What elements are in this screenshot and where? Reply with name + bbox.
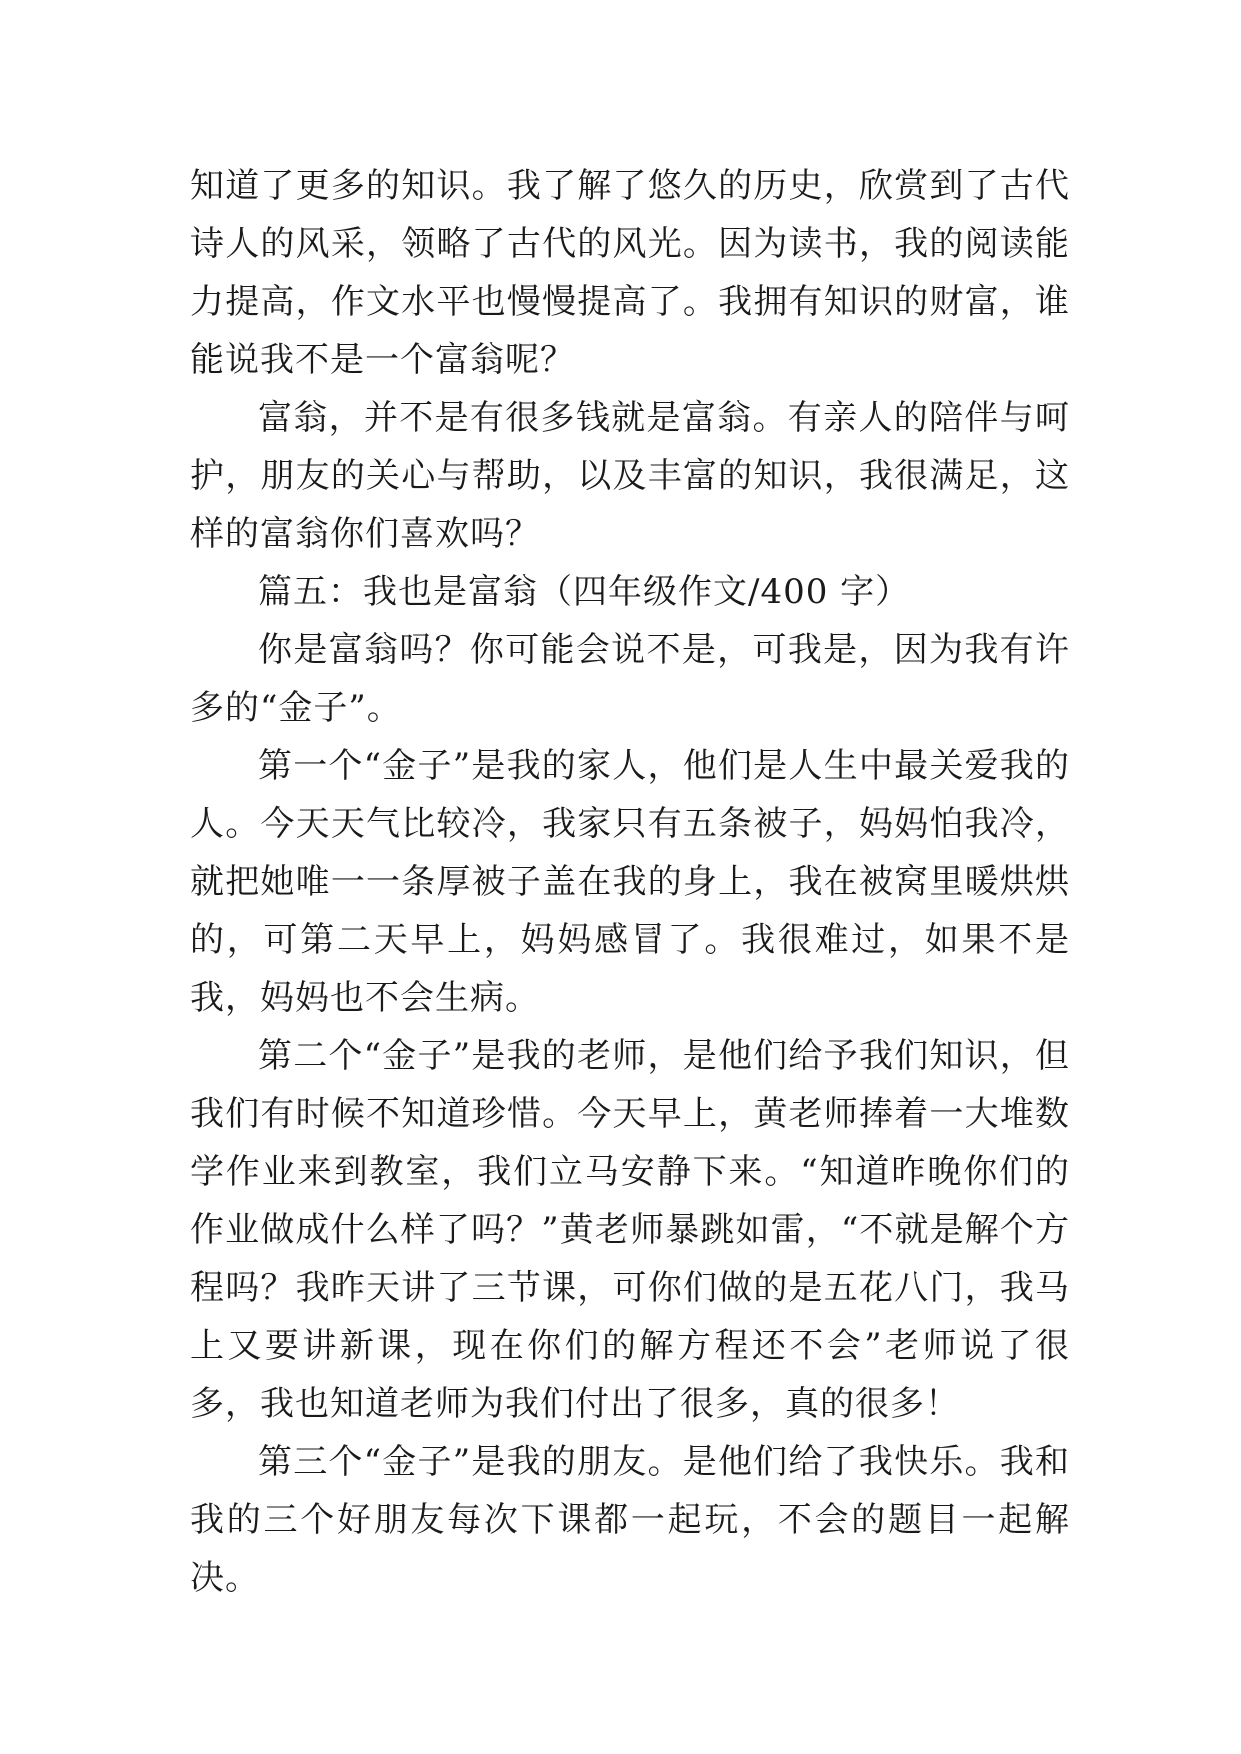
document-body bbox=[190, 157, 1070, 1607]
paragraph: 你是富翁吗？你可能会说不是，可我是，因为我有许多的“金子”。 bbox=[190, 630, 1070, 728]
paragraph: 第一个“金子”是我的家人，他们是人生中最关爱我的人。今天天气比较冷，我家只有五条被子，妈妈怕我冷，就把她唯一一条厚被子盖在我的身上，我在被窝里暖烘烘的，可第二天早上，妈妈感冒了。我很难过，如果不是我，妈妈也不会生病。 bbox=[190, 746, 1070, 1018]
paragraph: 第二个“金子”是我的老师，是他们给予我们知识，但我们有时候不知道珍惜。今天早上，黄老师捧着一大堆数学作业来到教室，我们立马安静下来。“知道昨晚你们的作业做成什么样了吗？”黄老师暴跳如雷，“不就是解个方程吗？我昨天讲了三节课，可你们做的是五花八门，我马上又要讲新课，现在你们的解方程还不会”老师说了很多，我也知道老师为我们付出了很多，真的很多！ bbox=[190, 1036, 1070, 1424]
section-heading: 篇五：我也是富翁（四年级作文/400 字） bbox=[258, 572, 911, 612]
paragraph: 第三个“金子”是我的朋友。是他们给了我快乐。我和我的三个好朋友每次下课都一起玩，不会的题目一起解决。 bbox=[190, 1442, 1070, 1598]
paragraph: 知道了更多的知识。我了解了悠久的历史，欣赏到了古代诗人的风采，领略了古代的风光。因为读书，我的阅读能力提高，作文水平也慢慢提高了。我拥有知识的财富，谁能说我不是一个富翁呢？ bbox=[190, 166, 1070, 380]
paragraph: 富翁，并不是有很多钱就是富翁。有亲人的陪伴与呵护，朋友的关心与帮助，以及丰富的知识，我很满足，这样的富翁你们喜欢吗？ bbox=[190, 398, 1070, 554]
